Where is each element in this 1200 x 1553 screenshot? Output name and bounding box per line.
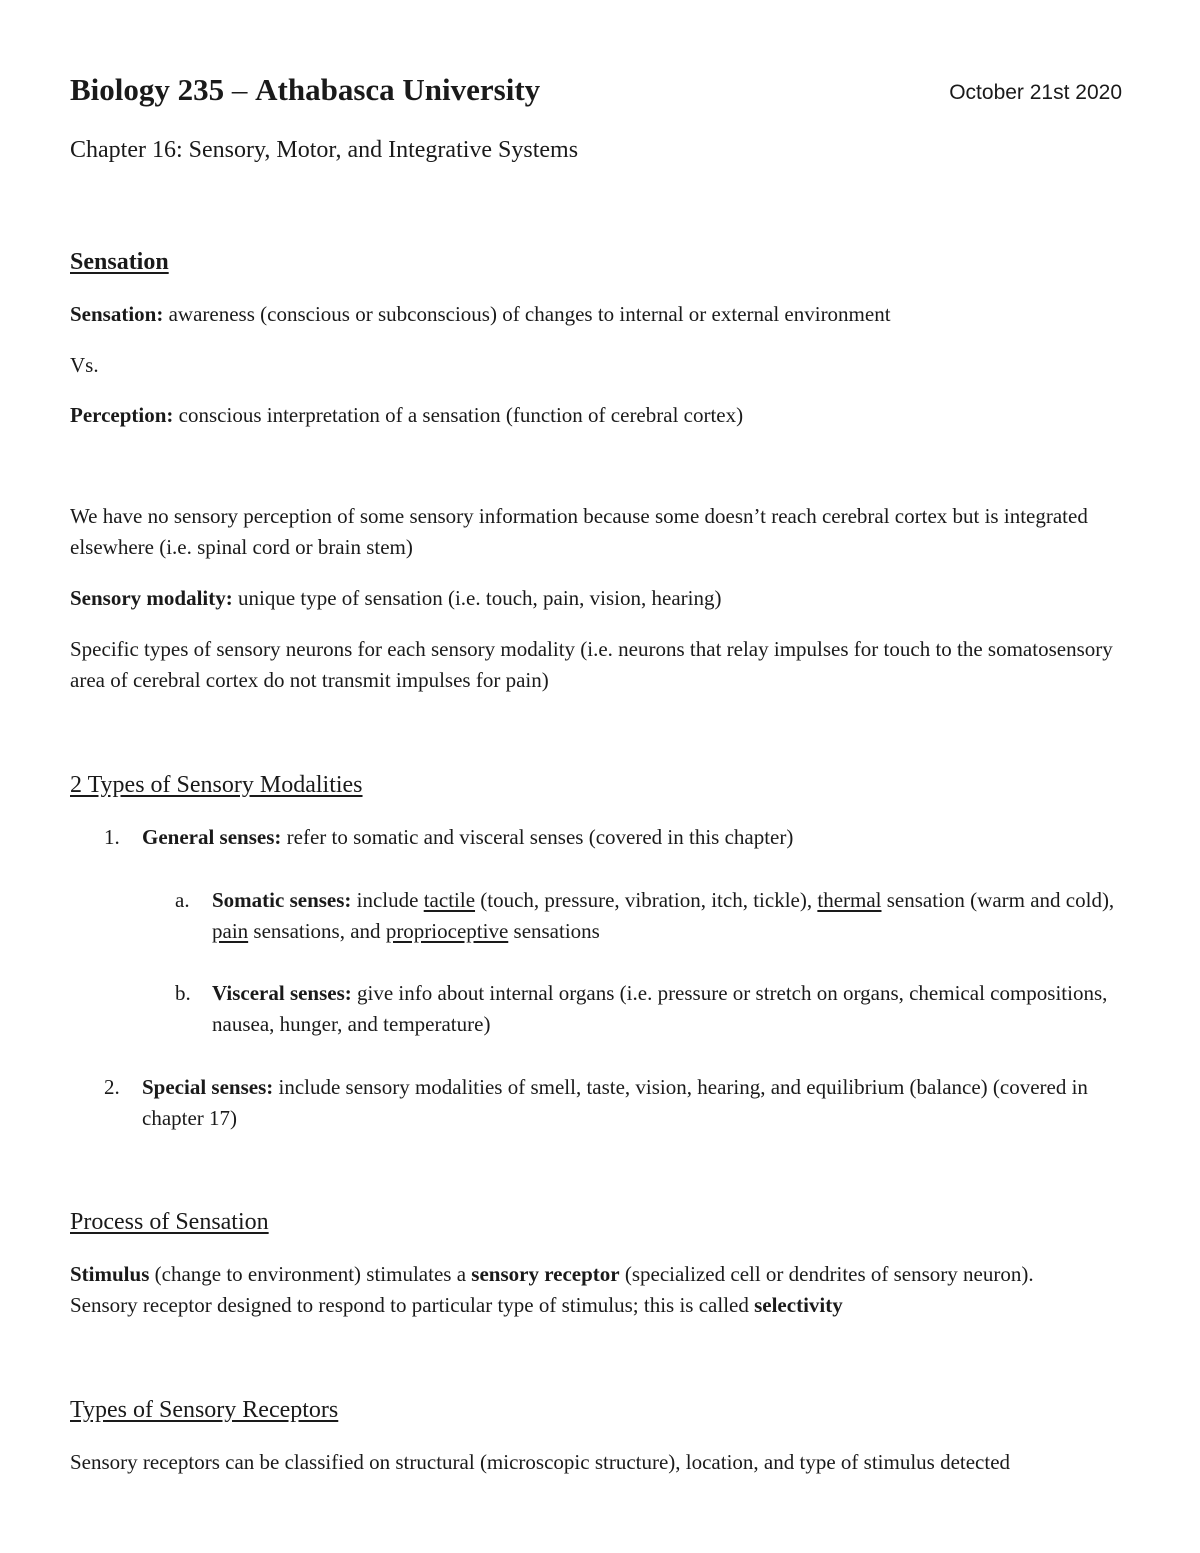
process-text-1: (change to environment) stimulates a (149, 1262, 472, 1286)
modality-definition (70, 583, 1140, 614)
pain-term: pain (212, 919, 249, 943)
list-item-visceral-senses (212, 978, 1112, 1040)
no-perception-paragraph: We have no sensory perception of some sensory information because some doesn’t reach cerebral cortex but is integrated elsewhere (i.e. spinal cord or brain stem) (70, 504, 1088, 559)
stimulus-term: Stimulus (70, 1262, 150, 1286)
selectivity-term: selectivity (754, 1293, 843, 1317)
vs-text: Vs. (70, 353, 99, 377)
perception-def-text: conscious interpretation of a sensation (function of cerebral cortex) (173, 403, 744, 427)
visceral-senses-def: give info about internal organs (i.e. pressure or stretch on organs, chemical compositions, nausea, hunger, and temperature) (212, 981, 1108, 1036)
general-senses-def: refer to somatic and visceral senses (covered in this chapter) (281, 825, 794, 849)
somatic-senses-term: Somatic senses: (212, 888, 352, 912)
heading-process: Process of Sensation (70, 1209, 269, 1235)
list-number-1: 1. (104, 825, 120, 849)
list-letter-a: a. (175, 888, 190, 912)
heading-receptors: Types of Sensory Receptors (70, 1397, 339, 1423)
heading-modalities: 2 Types of Sensory Modalities (70, 772, 363, 798)
modality-def-text: unique type of sensation (i.e. touch, pain, vision, hearing) (232, 586, 722, 610)
specific-types-paragraph: Specific types of sensory neurons for each sensory modality (i.e. neurons that relay impulses for touch to the somatosensory area of cerebral cortex do not transmit impulses for pain) (70, 637, 1113, 692)
course-name: Biology 235 (70, 72, 225, 107)
sensation-def-text: awareness (conscious or subconscious) of changes to internal or external environment (163, 302, 891, 326)
title-dash: – (224, 72, 256, 107)
sensation-term: Sensation: (70, 302, 164, 326)
list-item-special-senses (142, 1072, 1102, 1134)
heading-sensation: Sensation (70, 249, 169, 275)
list-item-general-senses (142, 822, 1132, 853)
process-text-2: (specialized cell or dendrites of sensory neuron). Sensory receptor designed to respond to particular type of stimulus; this is called (70, 1262, 1034, 1317)
list-item-somatic-senses (212, 885, 1132, 947)
document-date: October 21st 2020 (949, 81, 1122, 104)
sensation-definition (70, 299, 1140, 330)
document-title (70, 70, 540, 110)
list-letter-b: b. (175, 981, 191, 1005)
special-senses-term: Special senses: (142, 1075, 274, 1099)
somatic-text-4: sensations, and (248, 919, 386, 943)
tactile-term: tactile (423, 888, 476, 912)
receptors-paragraph: Sensory receptors can be classified on structural (microscopic structure), location, and type of stimulus detected (70, 1450, 1011, 1474)
special-senses-def: include sensory modalities of smell, taste, vision, hearing, and equilibrium (balance) (covered in chapter 17) (142, 1075, 1088, 1130)
thermal-term: thermal (817, 888, 882, 912)
somatic-text-2: (touch, pressure, vibration, itch, tickle), (475, 888, 818, 912)
somatic-text-3: sensation (warm and cold), (881, 888, 1115, 912)
perception-term: Perception: (70, 403, 174, 427)
sensory-receptor-term: sensory receptor (471, 1262, 620, 1286)
process-paragraph (70, 1259, 1080, 1321)
list-number-2: 2. (104, 1075, 120, 1099)
general-senses-term: General senses: (142, 825, 282, 849)
perception-definition (70, 400, 1140, 431)
proprioceptive-term: proprioceptive (385, 919, 509, 943)
modality-term: Sensory modality: (70, 586, 233, 610)
visceral-senses-term: Visceral senses: (212, 981, 352, 1005)
chapter-title: Chapter 16: Sensory, Motor, and Integrative Systems (70, 137, 579, 163)
university-name: Athabasca University (255, 72, 541, 107)
somatic-text-5: sensations (508, 919, 600, 943)
somatic-text-1: include (351, 888, 424, 912)
